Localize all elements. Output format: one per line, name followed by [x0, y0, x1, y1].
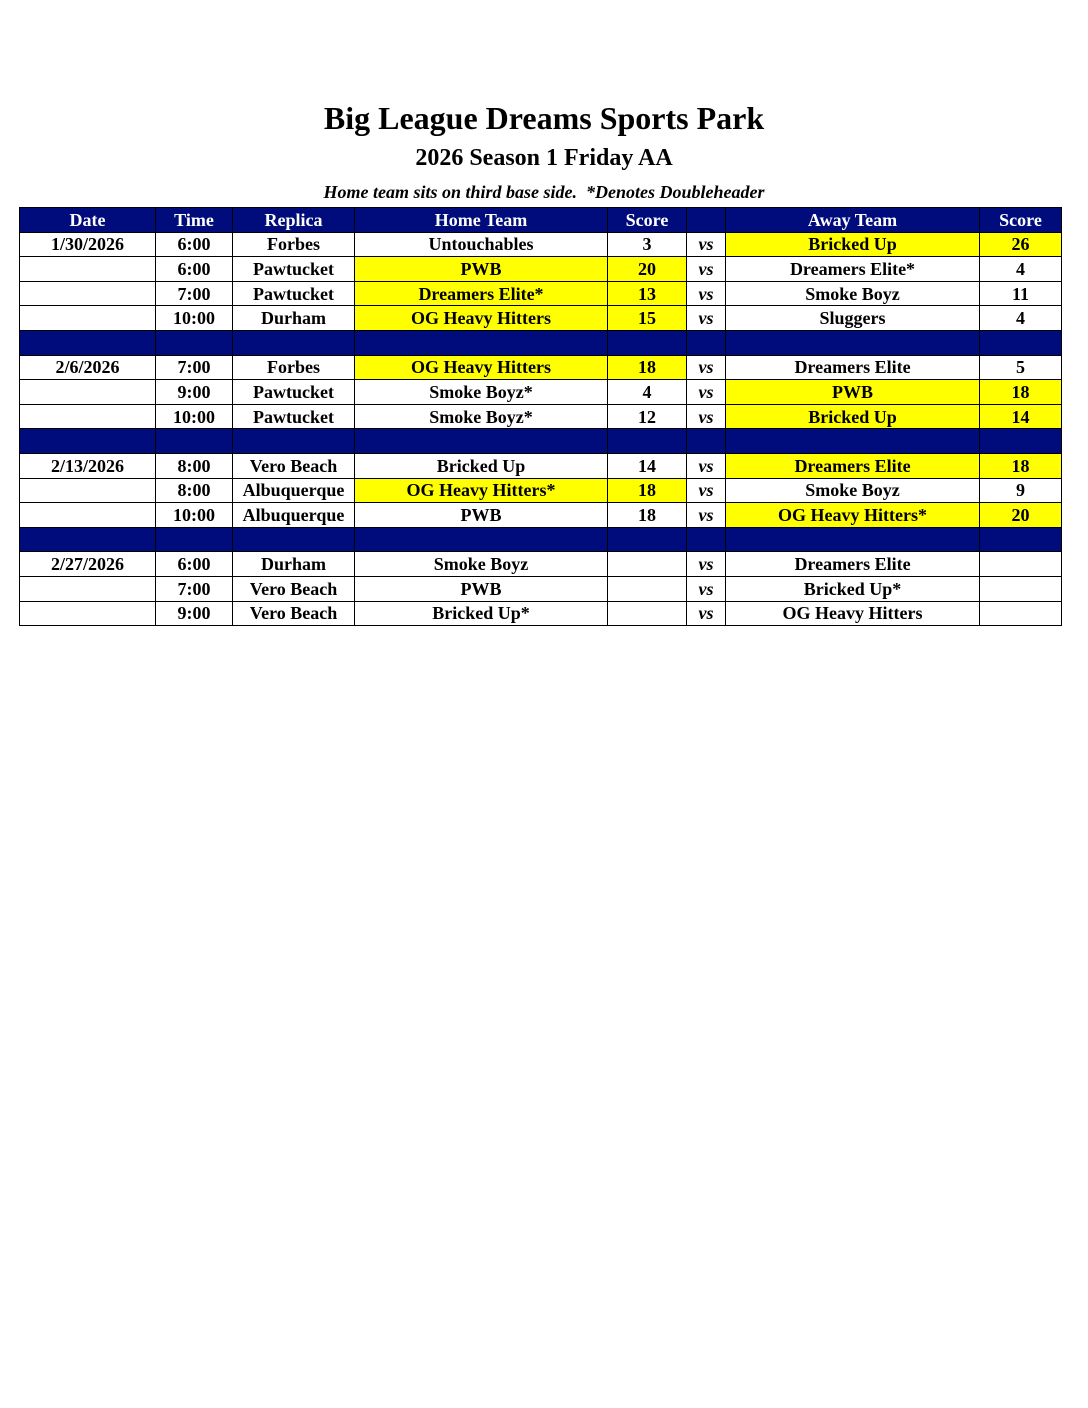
home-team-cell: PWB [355, 257, 608, 282]
vs-cell: vs [687, 232, 726, 257]
separator-cell [156, 429, 233, 454]
away-score-cell: 18 [980, 453, 1062, 478]
home-team-cell: OG Heavy Hitters* [355, 478, 608, 503]
separator-cell [20, 330, 156, 355]
time-cell: 6:00 [156, 232, 233, 257]
game-row [20, 306, 1062, 331]
table-header-row [20, 208, 1062, 233]
home-score-cell: 18 [608, 355, 687, 380]
col-header-time: Time [156, 208, 233, 233]
away-team-cell: Dreamers Elite [726, 552, 980, 577]
time-cell: 7:00 [156, 281, 233, 306]
away-score-cell: 9 [980, 478, 1062, 503]
away-score-cell: 14 [980, 404, 1062, 429]
away-team-cell: Smoke Boyz [726, 478, 980, 503]
separator-cell [355, 527, 608, 552]
home-score-cell: 3 [608, 232, 687, 257]
separator-cell [608, 527, 687, 552]
home-score-cell: 20 [608, 257, 687, 282]
away-team-cell: OG Heavy Hitters* [726, 503, 980, 528]
away-team-cell: Bricked Up [726, 232, 980, 257]
time-cell: 9:00 [156, 380, 233, 405]
game-row [20, 380, 1062, 405]
game-row [20, 503, 1062, 528]
separator-cell [726, 527, 980, 552]
separator-cell [608, 330, 687, 355]
home-team-cell: PWB [355, 503, 608, 528]
date-cell [20, 576, 156, 601]
date-cell: 2/6/2026 [20, 355, 156, 380]
time-cell: 8:00 [156, 478, 233, 503]
col-header-replica: Replica [233, 208, 355, 233]
home-score-cell: 14 [608, 453, 687, 478]
date-cell [20, 601, 156, 626]
replica-cell: Durham [233, 306, 355, 331]
time-cell: 6:00 [156, 257, 233, 282]
game-row [20, 257, 1062, 282]
separator-cell [980, 527, 1062, 552]
schedule-note: Home team sits on third base side. *Denotes Doubleheader [323, 182, 765, 202]
away-score-cell: 18 [980, 380, 1062, 405]
time-cell: 7:00 [156, 576, 233, 601]
home-score-cell: 4 [608, 380, 687, 405]
away-score-cell: 5 [980, 355, 1062, 380]
time-cell: 7:00 [156, 355, 233, 380]
time-cell: 6:00 [156, 552, 233, 577]
time-cell: 10:00 [156, 404, 233, 429]
away-team-cell: Dreamers Elite [726, 453, 980, 478]
game-row [20, 404, 1062, 429]
home-score-cell [608, 552, 687, 577]
away-team-cell: Bricked Up* [726, 576, 980, 601]
separator-cell [687, 330, 726, 355]
replica-cell: Vero Beach [233, 576, 355, 601]
game-row [20, 355, 1062, 380]
separator-cell [687, 527, 726, 552]
date-cell [20, 281, 156, 306]
separator-cell [20, 527, 156, 552]
separator-cell [726, 429, 980, 454]
vs-cell: vs [687, 281, 726, 306]
vs-cell: vs [687, 306, 726, 331]
home-team-cell: Smoke Boyz [355, 552, 608, 577]
separator-cell [233, 330, 355, 355]
away-score-cell: 4 [980, 306, 1062, 331]
vs-cell: vs [687, 552, 726, 577]
separator-cell [687, 429, 726, 454]
time-cell: 9:00 [156, 601, 233, 626]
home-score-cell: 15 [608, 306, 687, 331]
separator-cell [156, 527, 233, 552]
game-row [20, 232, 1062, 257]
home-score-cell: 13 [608, 281, 687, 306]
separator-cell [233, 527, 355, 552]
game-row [20, 453, 1062, 478]
replica-cell: Pawtucket [233, 380, 355, 405]
home-team-cell: Bricked Up [355, 453, 608, 478]
vs-cell: vs [687, 453, 726, 478]
col-header-date: Date [20, 208, 156, 233]
away-score-cell: 4 [980, 257, 1062, 282]
away-score-cell [980, 552, 1062, 577]
date-cell [20, 478, 156, 503]
separator-cell [355, 330, 608, 355]
separator-cell [726, 330, 980, 355]
separator-cell [980, 429, 1062, 454]
away-team-cell: Dreamers Elite [726, 355, 980, 380]
replica-cell: Pawtucket [233, 281, 355, 306]
home-team-cell: OG Heavy Hitters [355, 355, 608, 380]
date-cell [20, 503, 156, 528]
away-team-cell: Dreamers Elite* [726, 257, 980, 282]
vs-cell: vs [687, 576, 726, 601]
time-cell: 8:00 [156, 453, 233, 478]
schedule-body [20, 232, 1062, 626]
date-cell: 2/27/2026 [20, 552, 156, 577]
away-team-cell: PWB [726, 380, 980, 405]
away-score-cell: 20 [980, 503, 1062, 528]
date-cell [20, 257, 156, 282]
week-separator-row [20, 429, 1062, 454]
season-subtitle: 2026 Season 1 Friday AA [415, 145, 673, 171]
col-header-home-team: Home Team [355, 208, 608, 233]
schedule-table [19, 207, 1062, 626]
replica-cell: Albuquerque [233, 503, 355, 528]
date-cell [20, 380, 156, 405]
replica-cell: Vero Beach [233, 453, 355, 478]
replica-cell: Pawtucket [233, 404, 355, 429]
game-row [20, 552, 1062, 577]
away-score-cell [980, 576, 1062, 601]
date-cell [20, 404, 156, 429]
game-row [20, 601, 1062, 626]
away-team-cell: Smoke Boyz [726, 281, 980, 306]
time-cell: 10:00 [156, 503, 233, 528]
away-score-cell: 26 [980, 232, 1062, 257]
col-header-away-team: Away Team [726, 208, 980, 233]
vs-cell: vs [687, 503, 726, 528]
vs-cell: vs [687, 380, 726, 405]
home-team-cell: Smoke Boyz* [355, 404, 608, 429]
home-team-cell: Dreamers Elite* [355, 281, 608, 306]
replica-cell: Forbes [233, 355, 355, 380]
home-score-cell [608, 601, 687, 626]
home-score-cell: 12 [608, 404, 687, 429]
col-header-vs [687, 208, 726, 233]
away-team-cell: Bricked Up [726, 404, 980, 429]
week-separator-row [20, 330, 1062, 355]
home-team-cell: Untouchables [355, 232, 608, 257]
vs-cell: vs [687, 257, 726, 282]
vs-cell: vs [687, 601, 726, 626]
home-score-cell: 18 [608, 503, 687, 528]
date-cell [20, 306, 156, 331]
replica-cell: Albuquerque [233, 478, 355, 503]
home-score-cell: 18 [608, 478, 687, 503]
game-row [20, 478, 1062, 503]
vs-cell: vs [687, 355, 726, 380]
col-header-away-score: Score [980, 208, 1062, 233]
separator-cell [233, 429, 355, 454]
away-team-cell: OG Heavy Hitters [726, 601, 980, 626]
home-score-cell [608, 576, 687, 601]
game-row [20, 281, 1062, 306]
replica-cell: Forbes [233, 232, 355, 257]
week-separator-row [20, 527, 1062, 552]
game-row [20, 576, 1062, 601]
home-team-cell: Bricked Up* [355, 601, 608, 626]
separator-cell [20, 429, 156, 454]
replica-cell: Vero Beach [233, 601, 355, 626]
away-score-cell: 11 [980, 281, 1062, 306]
page-title: Big League Dreams Sports Park [323, 100, 765, 136]
replica-cell: Durham [233, 552, 355, 577]
away-team-cell: Sluggers [726, 306, 980, 331]
date-cell: 2/13/2026 [20, 453, 156, 478]
replica-cell: Pawtucket [233, 257, 355, 282]
separator-cell [980, 330, 1062, 355]
separator-cell [156, 330, 233, 355]
col-header-home-score: Score [608, 208, 687, 233]
time-cell: 10:00 [156, 306, 233, 331]
vs-cell: vs [687, 404, 726, 429]
separator-cell [608, 429, 687, 454]
home-team-cell: PWB [355, 576, 608, 601]
separator-cell [355, 429, 608, 454]
away-score-cell [980, 601, 1062, 626]
vs-cell: vs [687, 478, 726, 503]
home-team-cell: Smoke Boyz* [355, 380, 608, 405]
home-team-cell: OG Heavy Hitters [355, 306, 608, 331]
date-cell: 1/30/2026 [20, 232, 156, 257]
